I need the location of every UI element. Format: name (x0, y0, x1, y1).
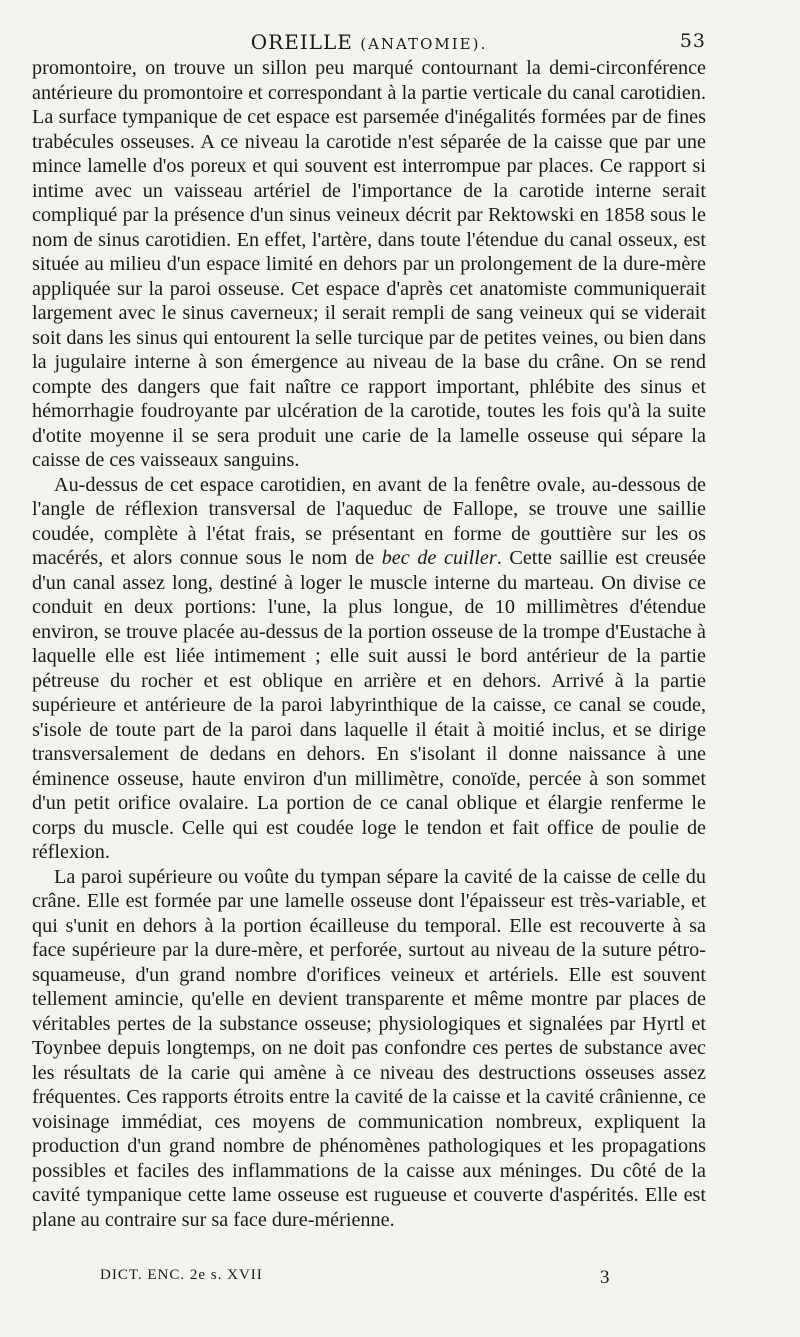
footer-sheet-number: 3 (600, 1267, 611, 1288)
paragraph-1: promontoire, on trouve un sillon peu marqué contournant la demi-circonférence antérieure du promontoire et correspondant à la partie verticale du canal carotidien. La surface tympanique de cet espace est parsemée d'inégalités formées par de fines trabécules osseuses. A ce niveau la carotide n'est séparée de la caisse que par une mince lamelle d'os poreux et qui souvent est interrompue par places. Ce rapport si intime avec un vaisseau artériel de l'importance de la carotide interne serait compliqué par la présence d'un sinus veineux décrit par Rektowski en 1858 sous le nom de sinus carotidien. En effet, l'artère, dans toute l'étendue du canal osseux, est située au milieu d'un espace limité en dehors par un prolongement de la dure-mère appliquée sur la paroi osseuse. Cet espace d'après cet anatomiste communiquerait largement avec le sinus caverneux; il serait rempli de sang veineux qui se viderait soit dans les sinus qui entourent la selle turcique par de petites veines, ou bien dans la jugulaire interne à son émergence au niveau de la base du crâne. On se rend compte des dangers que fait naître ce rapport important, phlébite des sinus et hémorrhagie foudroyante par ulcération de la carotide, toutes les fois qu'à la suite d'otite moyenne il se sera produit une carie de la lamelle osseuse qui sépare la caisse de ces vaisseaux sanguins. (32, 57, 706, 471)
body-text (32, 56, 706, 1232)
running-head-subtitle: (ANATOMIE). (360, 35, 488, 53)
running-head (32, 26, 706, 56)
paragraph-2-text-before: Au-dessus de cet espace carotidien, en avant de la fenêtre ovale, au-dessous de l'angle de réflexion transversal de l'aqueduc de Fallope, se trouve une saillie coudée, complète à l'état frais, se présentant en forme de gouttière sur les os macérés, et alors connue sous le nom de (32, 473, 706, 569)
document-page (32, 26, 706, 1232)
running-head-main-title: OREILLE (250, 30, 353, 54)
page-number: 53 (679, 30, 706, 52)
paragraph-2 (32, 473, 706, 865)
paragraph-2-italic-term: bec de cuiller (381, 547, 497, 569)
paragraph-2-text-after: . Cette saillie est creusée d'un canal assez long, destiné à loger le muscle interne du marteau. On divise ce conduit en deux portions: l'une, la plus longue, de 10 millimètres d'étendue environ, se trouve placée au-dessus de la portion osseuse de la trompe d'Eustache à laquelle elle est liée intimement ; elle suit aussi le bord antérieur de la partie pétreuse du rocher et est oblique en arrière et en dehors. Arrivé à la partie supérieure et antérieure de la paroi labyrinthique de la caisse, ce canal se coude, s'isole de toute part de la paroi dans laquelle il était à moitié inclus, et se dirige transversalement de dedans en dehors. En s'isolant il donne naissance à une éminence osseuse, haute environ d'un millimètre, conoïde, percée à son sommet d'un petit orifice ovalaire. La portion de ce canal oblique et élargie renferme le corps du muscle. Celle qui est coudée loge le tendon et fait office de poulie de réflexion. (32, 547, 706, 863)
footer-signature: DICT. ENC. 2e s. XVII (100, 1267, 263, 1283)
paragraph-3: La paroi supérieure ou voûte du tympan sépare la cavité de la caisse de celle du crâne. Elle est formée par une lamelle osseuse dont l'épaisseur est très-variable, et qui s'unit en dehors à la portion écailleuse du temporal. Elle est recouverte à sa face supérieure par la dure-mère, et perforée, surtout au niveau de la suture pétro-squameuse, d'un grand nombre d'orifices veineux et artériels. Elle est souvent tellement amincie, qu'elle en devient transparente et même montre par places de véritables pertes de la substance osseuse; physiologiques et signalées par Hyrtl et Toynbee depuis longtemps, on ne doit pas confondre ces pertes de substance avec les résultats de la carie qui amène à ce niveau des destructions osseuses assez fréquentes. Ces rapports étroits entre la cavité de la caisse et la cavité crânienne, ce voisinage immédiat, ces moyens de communication nombreux, expliquent la production d'un grand nombre de phénomènes pathologiques et les propagations possibles et faciles des inflammations de la caisse aux méninges. Du côté de la cavité tympanique cette lame osseuse est rugueuse et couverte d'aspérités. Elle est plane au contraire sur sa face dure-mérienne. (32, 865, 706, 1231)
running-head-title (32, 30, 706, 54)
